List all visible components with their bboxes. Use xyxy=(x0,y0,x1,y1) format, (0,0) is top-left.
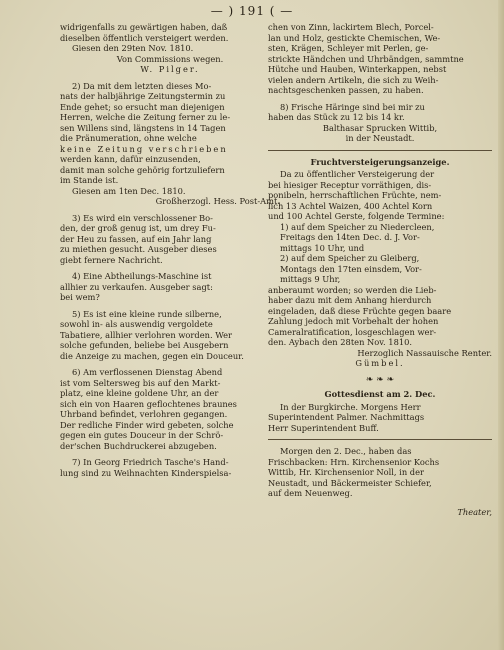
signature: Großherzogl. Hess. Post-Amt. xyxy=(155,196,280,206)
text-line: gegen ein gutes Douceur in der Schrö- xyxy=(60,430,224,440)
text-line: im Stande ist. xyxy=(60,175,119,185)
text-line: auf dem Neuenweg. xyxy=(268,488,353,498)
text-line: 3) Es wird ein verschlossener Bo- xyxy=(72,212,213,223)
text-line: ponibeln, herrschaftlichen Früchte, nem- xyxy=(268,190,442,200)
text-line: Uhrband befindet, verlohren gegangen. xyxy=(60,409,228,419)
divider xyxy=(268,439,492,440)
text-line: Morgen den 2. Dec., haben das xyxy=(280,446,412,456)
text-line: der'schen Buchdruckerei abzugeben. xyxy=(60,440,217,451)
text-line: vielen andern Artikeln, die sich zu Weih- xyxy=(268,74,439,85)
text-line: Giesen den 29ten Nov. 1810. xyxy=(72,43,194,53)
text-line: Cameralratification, losgeschlagen wer- xyxy=(268,326,437,337)
text-line: und 100 Achtel Gerste, folgende Termine: xyxy=(268,211,445,221)
text-line: 4) Eine Abtheilungs-Maschine ist xyxy=(72,271,212,281)
text-line: Ende gehet; so ersucht man diejenigen xyxy=(60,101,225,112)
text-line: dieselben öffentlich versteigert werden. xyxy=(60,32,229,43)
fruit-auction-heading: Fruchtversteigerungsanzeige. xyxy=(310,156,450,167)
signature: Balthasar Sprucken Wittib, xyxy=(322,122,438,133)
text-line: bei hiesiger Receptur vorräthigen, dis- xyxy=(268,179,432,190)
text-line: sten, Krägen, Schleyer mit Perlen, ge- xyxy=(268,43,429,53)
baking-notice xyxy=(268,446,492,499)
text-line: Hütche und Hauben, Winterkappen, nebst xyxy=(268,64,447,74)
text-line: den. Aybach den 28ten Nov. 1810. xyxy=(268,337,413,347)
ornament-divider: ❧ ❧ ❧ xyxy=(365,374,395,385)
text-line: Neustadt, und Bäckermeister Schiefer, xyxy=(268,477,432,488)
text-line: strickte Händchen und Uhrbändgen, sammtne xyxy=(268,53,464,64)
text-line: damit man solche gehörig fortzuliefern xyxy=(60,164,225,175)
text-line: ist vom Seltersweg bis auf den Markt- xyxy=(60,377,221,388)
left-column xyxy=(60,22,280,484)
text-line: Freitags den 14ten Dec. d. J. Vor- xyxy=(280,232,420,242)
text-line: lich 13 Achtel Waizen, 400 Achtel Korn xyxy=(268,200,433,211)
text-line: keine Zeitung verschrieben xyxy=(60,143,228,154)
text-line: platz, eine kleine goldene Uhr, an der xyxy=(60,388,219,398)
signature: W. Pilger. xyxy=(140,64,200,74)
notice-continuation xyxy=(60,22,280,75)
notice-4 xyxy=(60,271,280,303)
text-line: haben das Stück zu 12 bis 14 kr. xyxy=(268,112,405,122)
text-line: widrigenfalls zu gewärtigen haben, daß xyxy=(60,22,228,32)
text-line: 1) auf dem Speicher zu Niedercleen, xyxy=(280,221,435,232)
text-line: 6) Am verflossenen Dienstag Abend xyxy=(72,367,223,377)
text-line: die Pränumeration, ohne welche xyxy=(60,133,197,143)
text-line: Wittib, Hr. Kirchensenior Noll, in der xyxy=(268,467,424,477)
text-line: In der Burgkirche. Morgens Herr xyxy=(280,401,421,412)
text-line: eingeladen, daß diese Früchte gegen baare xyxy=(268,305,452,316)
text-line: Montags den 17ten einsdem, Vor- xyxy=(280,263,422,274)
notice-7-continued xyxy=(268,22,492,96)
text-line: sowohl in- als auswendig vergoldete xyxy=(60,319,213,329)
divider xyxy=(268,150,492,151)
text-line: sen Willens sind, längstens in 14 Tagen xyxy=(60,122,226,133)
text-line: Tabatiere, allhier verlohren worden. Wer xyxy=(60,329,232,340)
text-line: mittags 9 Uhr, xyxy=(280,274,341,284)
text-line: lan und Holz, gestickte Chemischen, We- xyxy=(268,32,441,43)
text-line: sich ein von Haaren geflochtenes braunes xyxy=(60,398,237,409)
notice-2 xyxy=(60,81,280,207)
text-line: zu miethen gesucht. Ausgeber dieses xyxy=(60,244,217,254)
text-line: der Heu zu fassen, auf ein Jahr lang xyxy=(60,233,212,244)
text-line: werden kann, dafür einzusenden, xyxy=(60,154,201,164)
text-line: nats der halbjährige Zeitungstermin zu xyxy=(60,91,226,101)
page-edge xyxy=(498,0,504,650)
right-column xyxy=(268,22,492,517)
text-line: Giesen am 1ten Dec. 1810. xyxy=(72,185,186,196)
text-line: nachtsgeschenken passen, zu haben. xyxy=(268,85,424,95)
text-line: anberaumt worden; so werden die Lieb- xyxy=(268,284,437,295)
text-line: giebt fernere Nachricht. xyxy=(60,254,163,265)
text-line: Superintendent Palmer. Nachmittags xyxy=(268,412,425,422)
text-line: 2) auf dem Speicher zu Gleiberg, xyxy=(280,253,420,263)
text-line: bei wem? xyxy=(60,292,100,302)
text-line: die Anzeige zu machen, gegen ein Douceur. xyxy=(60,350,244,361)
text-line: solche gefunden, beliebe bei Ausgebern xyxy=(60,340,229,350)
text-line: haber dazu mit dem Anhang hierdurch xyxy=(268,295,432,305)
notice-6 xyxy=(60,367,280,451)
text-line: Da zu öffentlicher Versteigerung der xyxy=(280,169,435,179)
signature: Gümbel. xyxy=(355,358,405,368)
church-service-notice xyxy=(268,402,492,434)
text-line: Zahlung jedoch mit Vorbehalt der hohen xyxy=(268,316,439,326)
catchword: Theater, xyxy=(457,506,492,517)
page-number: — ) 191 ( — xyxy=(210,4,294,18)
church-service-heading: Gottesdienst am 2. Dec. xyxy=(324,389,436,399)
text-line: allhier zu verkaufen. Ausgeber sagt: xyxy=(60,281,213,292)
text-line: 7) In Georg Friedrich Tasche's Hand- xyxy=(72,457,229,467)
text-line: mittags 10 Uhr, und xyxy=(280,242,365,253)
text-line: Von Commissions wegen. xyxy=(116,53,224,64)
text-line: 2) Da mit dem letzten dieses Mo- xyxy=(72,80,212,91)
text-line: lung sind zu Weihnachten Kinderspielsa- xyxy=(60,467,232,478)
text-line: Herr Superintendent Buff. xyxy=(268,422,379,433)
text-line: den, der groß genug ist, um drey Fu- xyxy=(60,223,216,233)
text-line: Herren, welche die Zeitung ferner zu le- xyxy=(60,112,231,122)
signature: Herzoglich Nassauische Renter. xyxy=(357,347,492,358)
text-line: 5) Es ist eine kleine runde silberne, xyxy=(72,308,222,319)
text-line: chen von Zinn, lackirtem Blech, Porcel- xyxy=(268,22,434,32)
text-line: Der redliche Finder wird gebeten, solche xyxy=(60,419,234,430)
notice-7 xyxy=(60,457,280,478)
notice-5 xyxy=(60,309,280,362)
text-line: 8) Frische Häringe sind bei mir zu xyxy=(280,101,425,112)
text-line: Frischbacken: Hrn. Kirchensenior Kochs xyxy=(268,456,440,467)
notice-3 xyxy=(60,213,280,266)
notice-8 xyxy=(268,102,492,144)
text-line: in der Neustadt. xyxy=(345,133,415,143)
fruit-auction-notice xyxy=(268,169,492,369)
